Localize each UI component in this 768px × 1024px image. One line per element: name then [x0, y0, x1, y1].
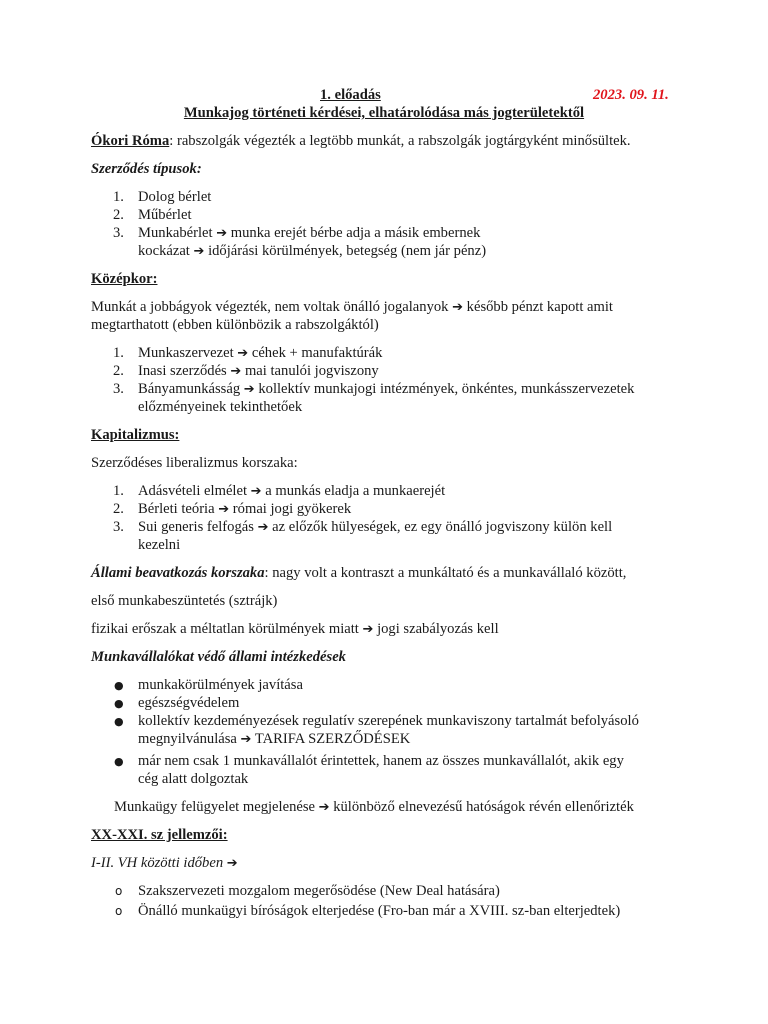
lecture-date: 2023. 09. 11.	[593, 87, 669, 103]
paragraph-text: különböző elnevezésű hatóságok révén ellenőrizték	[329, 799, 634, 815]
arrow-right-icon: ➔	[216, 226, 228, 241]
capitalism-intro: Szerződéses liberalizmus korszaka:	[91, 455, 298, 471]
supervision-paragraph	[114, 798, 634, 817]
list-item-term: Sui generis felfogás	[138, 519, 254, 535]
list-item-term: Inasi szerződés	[138, 363, 227, 379]
list-number: 3.	[113, 381, 124, 397]
bullet-icon: ●	[114, 679, 124, 692]
bullet-text: megnyilvánulása	[138, 731, 237, 747]
contracts-heading: Szerződés típusok:	[91, 161, 202, 177]
list-item-term: Bérleti teória	[138, 501, 215, 517]
arrow-right-icon: ➔	[240, 732, 252, 747]
middle-ages-paragraph	[91, 298, 613, 317]
paragraph-text: jogi szabályozás kell	[373, 621, 499, 637]
list-item-continuation	[138, 242, 486, 261]
paragraph-text: : nagy volt a kontraszt a munkáltató és a munkavállaló között,	[264, 565, 627, 581]
bullet-item-continuation: cég alatt dolgoztak	[138, 771, 249, 787]
list-item: Dolog bérlet	[138, 189, 212, 205]
list-item-desc: római jogi gyökerek	[229, 501, 352, 517]
lecture-number: 1. előadás	[320, 87, 381, 103]
rome-paragraph	[91, 132, 631, 150]
list-item-desc: kollektív munkajogi intézmények, önkéntes, munkásszervezetek	[254, 381, 635, 397]
list-item-desc: mai tanulói jogviszony	[241, 363, 379, 379]
list-number: 2.	[113, 501, 124, 517]
bullet-item: Önálló munkaügyi bíróságok elterjedése (Fro-ban már a XVIII. sz-ban elterjedtek)	[138, 903, 621, 919]
state-heading: Állami beavatkozás korszaka	[91, 565, 265, 581]
list-item-desc: az előzők hülyeségek, ez egy önálló jogviszony külön kell	[268, 519, 613, 535]
bullet-item-continuation	[138, 730, 410, 749]
paragraph-text: később pénzt kapott amit	[463, 299, 613, 315]
bullet-icon: ●	[114, 715, 124, 728]
arrow-right-icon: ➔	[193, 244, 205, 259]
bullet-text: TARIFA SZERZŐDÉSEK	[251, 731, 411, 747]
list-item	[138, 380, 634, 399]
page-title: Munkajog történeti kérdései, elhatárolódása más jogterületektől	[183, 105, 585, 121]
bullet-item: már nem csak 1 munkavállalót érintettek, hanem az összes munkavállalót, akik egy	[138, 753, 624, 769]
list-item	[138, 482, 445, 501]
capitalism-heading: Kapitalizmus:	[91, 427, 180, 443]
rome-label: Ókori Róma	[91, 133, 170, 149]
arrow-right-icon: ➔	[318, 800, 330, 815]
list-number: 2.	[113, 207, 124, 223]
arrow-right-icon: ➔	[226, 856, 238, 871]
state-line-2: első munkabeszüntetés (sztrájk)	[91, 593, 278, 609]
arrow-right-icon: ➔	[243, 382, 255, 397]
bullet-icon: ●	[114, 755, 124, 768]
list-item-term: Munkabérlet	[138, 225, 213, 241]
modern-subheading	[91, 854, 238, 873]
list-number: 3.	[113, 519, 124, 535]
rome-text: : rabszolgák végezték a legtöbb munkát, a rabszolgák jogtárgyként minősültek.	[169, 133, 631, 149]
bullet-item: kollektív kezdeményezések regulatív szerepének munkaviszony tartalmát befolyásoló	[138, 713, 639, 729]
bullet-item: egészségvédelem	[138, 695, 240, 711]
circle-bullet-icon: o	[115, 884, 123, 898]
list-item-continuation: előzményeinek tekinthetőek	[138, 399, 303, 415]
list-item	[138, 500, 351, 519]
middle-ages-paragraph-cont: megtarthatott (ebben különbözik a rabszolgáktól)	[91, 317, 379, 333]
list-item-desc: a munkás eladja a munkaerejét	[261, 483, 446, 499]
bullet-item: Szakszervezeti mozgalom megerősödése (New Deal hatására)	[138, 883, 500, 899]
list-number: 1.	[113, 483, 124, 499]
list-item	[138, 224, 480, 243]
circle-bullet-icon: o	[115, 904, 123, 918]
list-number: 1.	[113, 345, 124, 361]
arrow-right-icon: ➔	[218, 502, 230, 517]
list-item-term: Munkaszervezet	[138, 345, 234, 361]
bullet-item: munkakörülmények javítása	[138, 677, 303, 693]
list-item-term: Adásvételi elmélet	[138, 483, 248, 499]
list-item-desc: céhek + manufaktúrák	[248, 345, 383, 361]
bullet-icon: ●	[114, 697, 124, 710]
paragraph-text: fizikai erőszak a méltatlan körülmények miatt	[91, 621, 359, 637]
arrow-right-icon: ➔	[250, 484, 262, 499]
list-number: 3.	[113, 225, 124, 241]
arrow-right-icon: ➔	[257, 520, 269, 535]
list-item-continuation: kezelni	[138, 537, 181, 553]
arrow-right-icon: ➔	[230, 364, 242, 379]
modern-heading: XX-XXI. sz jellemzői:	[91, 827, 228, 843]
list-item	[138, 362, 379, 381]
arrow-right-icon: ➔	[362, 622, 374, 637]
subheading-text: I-II. VH közötti időben	[91, 855, 224, 871]
list-item-desc: időjárási körülmények, betegség (nem jár pénz)	[204, 243, 487, 259]
list-item	[138, 344, 382, 363]
list-item-desc: munka erejét bérbe adja a másik embernek	[227, 225, 481, 241]
paragraph-text: Munkát a jobbágyok végezték, nem voltak önálló jogalanyok	[91, 299, 449, 315]
state-paragraph	[91, 564, 626, 582]
measures-heading: Munkavállalókat védő állami intézkedések	[91, 649, 346, 665]
list-item: Műbérlet	[138, 207, 192, 223]
list-item-term: Bányamunkásság	[138, 381, 241, 397]
arrow-right-icon: ➔	[452, 300, 464, 315]
list-item	[138, 518, 612, 537]
arrow-right-icon: ➔	[237, 346, 249, 361]
list-number: 1.	[113, 189, 124, 205]
list-number: 2.	[113, 363, 124, 379]
list-item-term: kockázat	[138, 243, 190, 259]
middle-ages-heading: Középkor:	[91, 271, 158, 287]
paragraph-text: Munkaügy felügyelet megjelenése	[114, 799, 315, 815]
state-line-3	[91, 620, 499, 639]
